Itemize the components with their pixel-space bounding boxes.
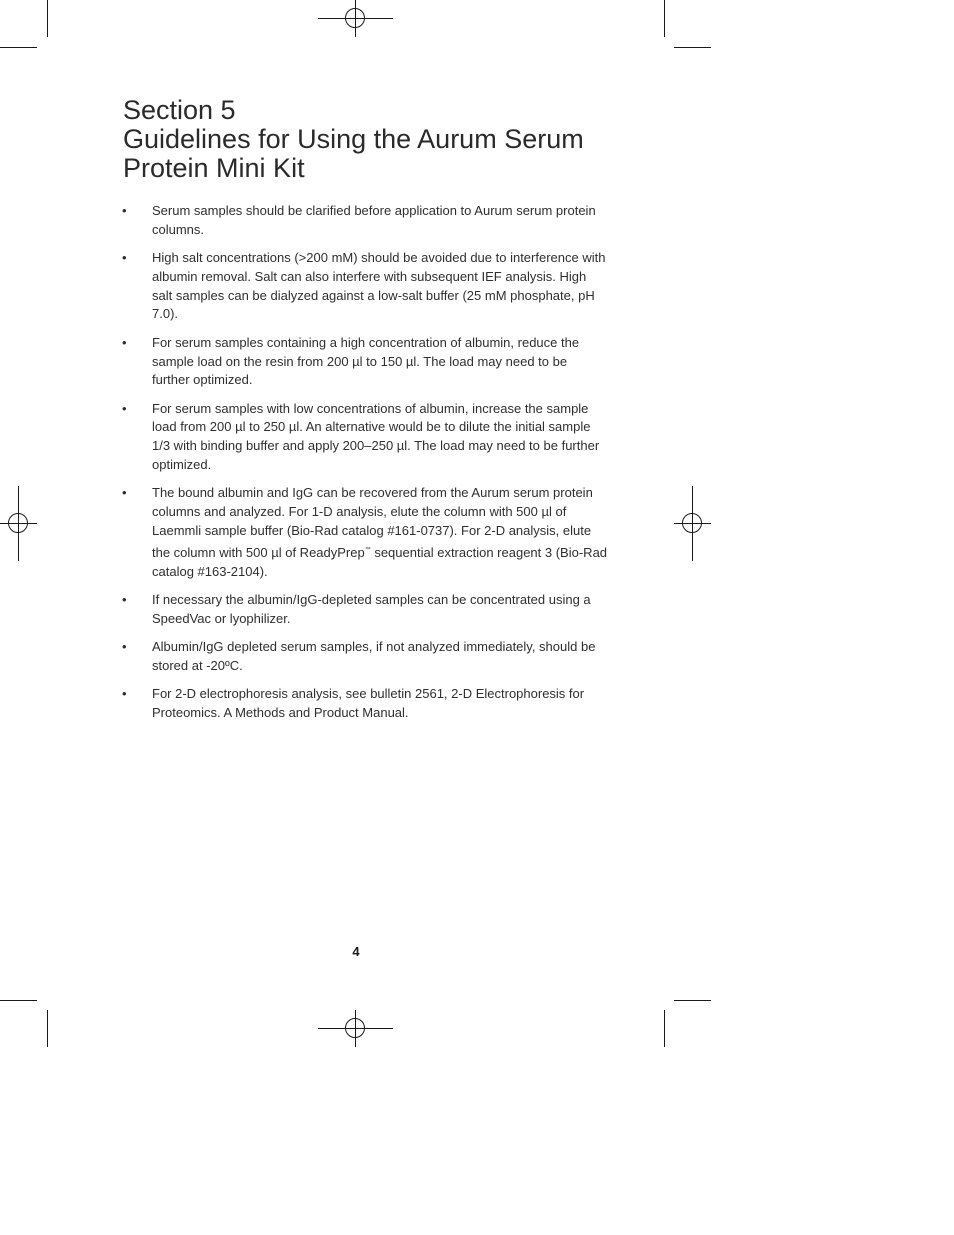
crop-mark [674, 47, 711, 48]
list-item [118, 202, 608, 240]
list-item-text: High salt concentrations (>200 mM) should be avoided due to interference with albumin removal. Salt can also interfere with subsequent IEF analysis. High salt samples can be dialyzed against a low-salt buffer (25 mM phosphate, pH 7.0). [152, 250, 606, 322]
list-item-text: If necessary the albumin/IgG-depleted samples can be concentrated using a SpeedVac or lyophilizer. [152, 591, 591, 626]
list-item [118, 685, 608, 723]
page-number: 4 [352, 944, 360, 959]
bullet-icon: • [122, 400, 127, 416]
list-item [118, 638, 608, 676]
bullet-icon: • [122, 638, 127, 654]
list-item-text: Albumin/IgG depleted serum samples, if not analyzed immediately, should be stored at -20ºC. [152, 638, 596, 673]
list-item-text: For serum samples containing a high concentration of albumin, reduce the sample load on the resin from 200 µl to 150 µl. The load may need to be further optimized. [152, 334, 580, 388]
list-item-text: For 2-D electrophoresis analysis, see bulletin 2561, 2-D Electrophoresis for Proteomics. A Methods and Product Manual. [152, 686, 585, 720]
bullet-icon: • [122, 485, 127, 501]
list-item [118, 400, 608, 475]
list-item-text-part: sequential extraction reagent 3 (Bio-Rad catalog #163-2104). [152, 544, 608, 579]
bullet-icon: • [122, 334, 127, 350]
section-title-line-1: Guidelines for Using the Aurum Serum [123, 124, 584, 154]
trademark-symbol: ™ [364, 546, 371, 553]
bullet-icon: • [122, 250, 127, 266]
crop-mark [664, 1010, 665, 1047]
bullet-icon: • [122, 686, 127, 702]
crop-mark [664, 0, 665, 37]
list-item-text [152, 484, 608, 581]
section-title-line-2: Protein Mini Kit [123, 153, 305, 183]
list-item-text: For serum samples with low concentrations of albumin, increase the sample load from 200 µl to 250 µl. An alternative would be to dilute the initial sample 1/3 with binding buffer and apply 200–250 µl. The load may need to be further optimized. [152, 400, 600, 473]
section-number: Section 5 [123, 95, 236, 125]
crop-mark [47, 1010, 48, 1047]
crop-mark [47, 0, 48, 37]
section-heading [123, 96, 643, 183]
crop-mark [674, 1000, 711, 1001]
list-item [118, 334, 608, 390]
bullet-icon: • [122, 203, 127, 218]
list-item-text-part: The bound albumin and IgG can be recovered from the Aurum serum protein columns and analyzed. For 1-D analysis, elute the column with 500 µl of Laemmli sample buffer (Bio-Rad catalog #161-0737). For 2-D analysis, elute the column with 500 µl of ReadyPrep [152, 485, 593, 560]
list-item-text: Serum samples should be clarified before application to Aurum serum protein columns. [152, 203, 596, 237]
crop-mark [0, 1000, 37, 1001]
list-item [118, 591, 608, 629]
crop-mark [0, 47, 37, 48]
guidelines-list [118, 202, 608, 732]
list-item [118, 484, 608, 581]
bullet-icon: • [122, 591, 127, 607]
list-item [118, 249, 608, 324]
